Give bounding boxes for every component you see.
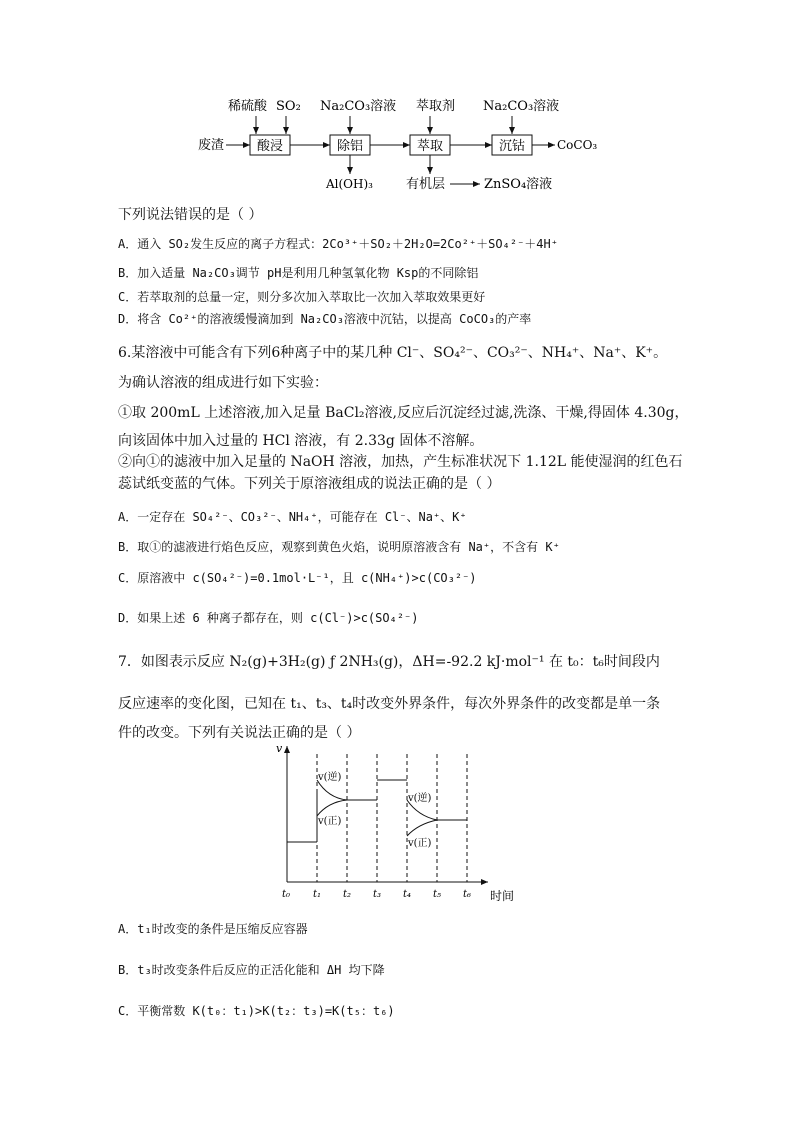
flow-end-label: CoCO₃ [557,138,598,152]
label-v-forward-2: v(正) [408,838,432,849]
reagent-dilute-acid: 稀硫酸 [228,99,268,114]
q6-exp1-line1: ①取 200mL 上述溶液,加入足量 BaCl₂溶液,反应后沉淀经过滤,洗涤、干燥,得固体 4.30g， [118,405,689,421]
box-extract-label: 萃取 [417,139,444,154]
curve-reverse-1 [317,780,347,800]
curve-forward-1 [317,800,347,816]
box-precip-co-label: 沉钴 [499,139,526,154]
output-organic-layer: 有机层 [406,177,446,192]
q7-option-c: C．平衡常数 K(t₀：t₁)>K(t₂：t₃)=K(t₅：t₆) [118,1004,395,1018]
q5-option-a: A．通入 SO₂发生反应的离子方程式：2Co³⁺＋SO₂＋2H₂O=2Co²⁺＋SO₄²⁻＋4H⁺ [118,237,558,251]
reagent-so2: SO₂ [276,99,301,114]
tick-t4: t₄ [403,889,412,900]
label-v-forward-1: v(正) [318,816,342,827]
flow-start-label: 废渣 [198,138,225,153]
rate-time-graph [270,740,530,910]
q6-exp2-line1: ②向①的滤液中加入足量的 NaOH 溶液，加热，产生标准状况下 1.12L 能使湿润的红色石 [118,454,683,470]
q7-stem-1: 7．如图表示反应 N₂(g)+3H₂(g) ƒ 2NH₃(g)，ΔH=-92.2 kJ·mol⁻¹ 在 t₀：t₆时间段内 [118,654,660,670]
flow-chart [180,92,620,198]
q5-stem: 下列说法错误的是（ ） [118,207,263,223]
curve-forward-2 [407,820,437,836]
q5-option-c: C．若萃取剂的总量一定，则分多次加入萃取比一次加入萃取效果更好 [118,290,486,304]
reagent-extractant: 萃取剂 [416,99,456,114]
q5-option-d: D．将含 Co²⁺的溶液缓慢滴加到 Na₂CO₃溶液中沉钴，以提高 CoCO₃的产率 [118,312,532,326]
q7-stem-2: 反应速率的变化图，已知在 t₁、t₃、t₄时改变外界条件，每次外界条件的改变都是单一条 [118,696,661,712]
q5-option-b: B．加入适量 Na₂CO₃调节 pH是利用几种氢氧化物 Ksp的不同除铝 [118,266,479,280]
tick-t3: t₃ [373,889,382,900]
tick-t0: t₀ [282,889,291,900]
x-axis-label: 时间 [490,889,515,903]
q6-option-c: C．原溶液中 c(SO₄²⁻)=0.1mol·L⁻¹，且 c(NH₄⁺)>c(CO₃²⁻) [118,571,477,585]
q6-exp2-line2: 蕊试纸变蓝的气体。下列关于原溶液组成的说法正确的是（ ） [118,476,501,492]
reagent-na2co3-1: Na₂CO₃溶液 [320,99,397,114]
q6-stem-2: 为确认溶液的组成进行如下实验： [118,375,328,391]
reagent-na2co3-2: Na₂CO₃溶液 [483,99,560,114]
q7-option-a: A．t₁时改变的条件是压缩反应容器 [118,922,308,936]
q7-stem-3: 件的改变。下列有关说法正确的是（ ） [118,725,361,741]
label-v-reverse-1: v(逆) [318,772,342,783]
tick-t6: t₆ [463,889,472,900]
output-aloh3: Al(OH)₃ [326,177,373,191]
tick-t1: t₁ [313,889,322,900]
q6-stem-1: 6.某溶液中可能含有下列6种离子中的某几种 Cl⁻、SO₄²⁻、CO₃²⁻、NH₄⁺、Na⁺、K⁺。 [118,345,668,361]
tick-t5: t₅ [433,889,442,900]
q6-option-b: B．取①的滤液进行焰色反应，观察到黄色火焰，说明原溶液含有 Na⁺，不含有 K⁺ [118,540,560,554]
output-znso4: ZnSO₄溶液 [484,177,553,192]
q6-exp1-line2: 向该固体中加入过量的 HCl 溶液，有 2.33g 固体不溶解。 [118,433,484,449]
q7-option-b: B．t₃时改变条件后反应的正活化能和 ΔH 均下降 [118,963,385,977]
y-axis-label: v [276,742,283,755]
label-v-reverse-2: v(逆) [408,793,432,804]
q6-option-a: A．一定存在 SO₄²⁻、CO₃²⁻、NH₄⁺，可能存在 Cl⁻、Na⁺、K⁺ [118,510,467,524]
tick-t2: t₂ [343,889,352,900]
box-remove-al-label: 除铝 [337,139,364,154]
q6-option-d: D．如果上述 6 种离子都存在，则 c(Cl⁻)>c(SO₄²⁻) [118,611,419,625]
box-acid-leach-label: 酸浸 [257,139,284,154]
